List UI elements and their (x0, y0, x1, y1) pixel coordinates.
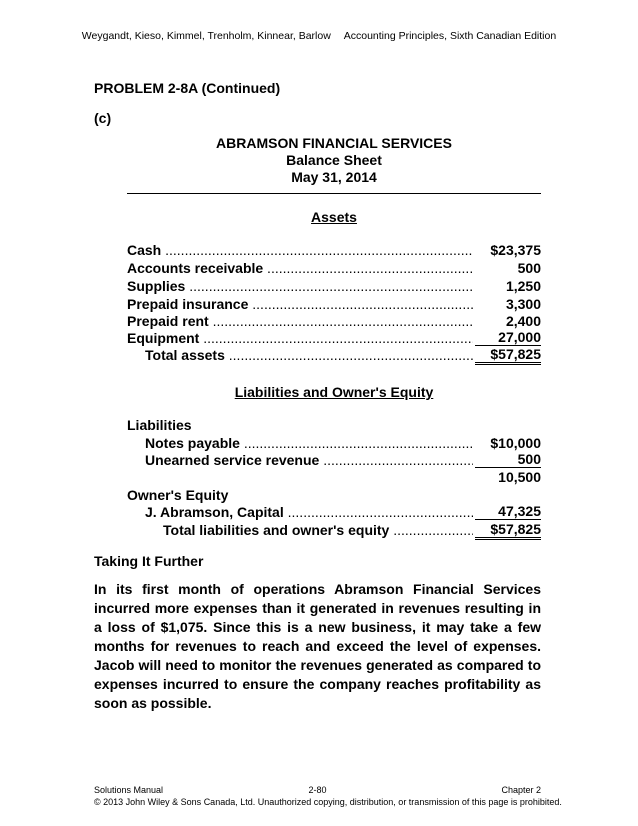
problem-title: PROBLEM 2-8A (Continued) (94, 80, 281, 96)
asset-row-cash (127, 241, 541, 259)
asset-amount: $23,375 (490, 242, 541, 258)
assets-heading-text: Assets (311, 209, 357, 225)
asset-label: Prepaid insurance ..... (127, 295, 473, 313)
asset-amount: 27,000 (475, 329, 541, 346)
liabilities-total-row (127, 468, 541, 486)
asset-label: Equipment ..... (127, 329, 473, 347)
capital-label: J. Abramson, Capital ..... (127, 503, 473, 521)
liabilities-equity-heading-text: Liabilities and Owner's Equity (234, 384, 434, 400)
liability-row-notes-payable (127, 434, 541, 452)
liability-label: Notes payable ..... (127, 434, 473, 452)
liabilities-total-amount: 10,500 (498, 469, 541, 485)
statement-title: Balance Sheet (286, 152, 382, 168)
total-assets-row (127, 346, 541, 364)
liabilities-equity-heading (127, 384, 541, 400)
running-header (0, 30, 638, 42)
asset-row-prepaid-rent (127, 312, 541, 330)
company-name: ABRAMSON FINANCIAL SERVICES (216, 135, 452, 151)
statement-date: May 31, 2014 (291, 169, 377, 185)
asset-amount: 500 (517, 260, 541, 276)
asset-row-accounts-receivable (127, 259, 541, 277)
owners-equity-label: Owner's Equity (127, 487, 229, 503)
footer-page-number: 2-80 (308, 785, 327, 795)
assets-heading (127, 209, 541, 225)
total-assets-amount: $57,825 (475, 346, 541, 365)
capital-row (127, 503, 541, 521)
footer-left: Solutions Manual (94, 785, 164, 795)
liability-label: Unearned service revenue ..... (127, 451, 473, 469)
taking-it-further-heading: Taking It Further (94, 553, 204, 569)
asset-label: Cash ..... (127, 241, 473, 259)
asset-row-supplies (127, 277, 541, 295)
asset-amount: 2,400 (505, 313, 541, 329)
asset-label: Supplies ..... (127, 277, 473, 295)
header-book-title: Accounting Principles, Sixth Canadian Edition (343, 30, 557, 42)
asset-label: Prepaid rent ..... (127, 312, 473, 330)
asset-amount: 1,250 (505, 278, 541, 294)
total-assets-label: Total assets ..... (127, 346, 473, 364)
liability-row-unearned-revenue (127, 451, 541, 469)
total-liabilities-equity-amount: $57,825 (475, 521, 541, 540)
header-authors: Weygandt, Kieso, Kimmel, Trenholm, Kinnear, Barlow (81, 30, 331, 42)
asset-amount: 3,300 (505, 296, 541, 312)
capital-amount: 47,325 (475, 503, 541, 520)
taking-it-further-paragraph: In its first month of operations Abramson Financial Services incurred more expenses than it generated in revenues resulting in a loss of $1,075. Since this is a new business, it may take a few months for revenues to reach and exceed the level of expenses. Jacob will need to monitor the revenues generated as compared to expenses incurred to ensure the company reaches profitability as soon as possible. (94, 581, 541, 711)
liability-amount: $10,000 (490, 435, 541, 451)
total-liabilities-equity-row (127, 521, 541, 539)
liabilities-label: Liabilities (127, 417, 192, 433)
footer-right: Chapter 2 (501, 785, 541, 795)
total-liabilities-equity-label: Total liabilities and owner's equity ..... (127, 521, 473, 539)
asset-row-equipment (127, 329, 541, 347)
asset-label: Accounts receivable ..... (127, 259, 473, 277)
footer-copyright: © 2013 John Wiley & Sons Canada, Ltd. Unauthorized copying, distribution, or transmission of this page is prohibited. (94, 797, 562, 807)
asset-row-prepaid-insurance (127, 295, 541, 313)
title-divider (127, 193, 541, 194)
part-label: (c) (94, 110, 112, 126)
liability-amount: 500 (475, 451, 541, 468)
